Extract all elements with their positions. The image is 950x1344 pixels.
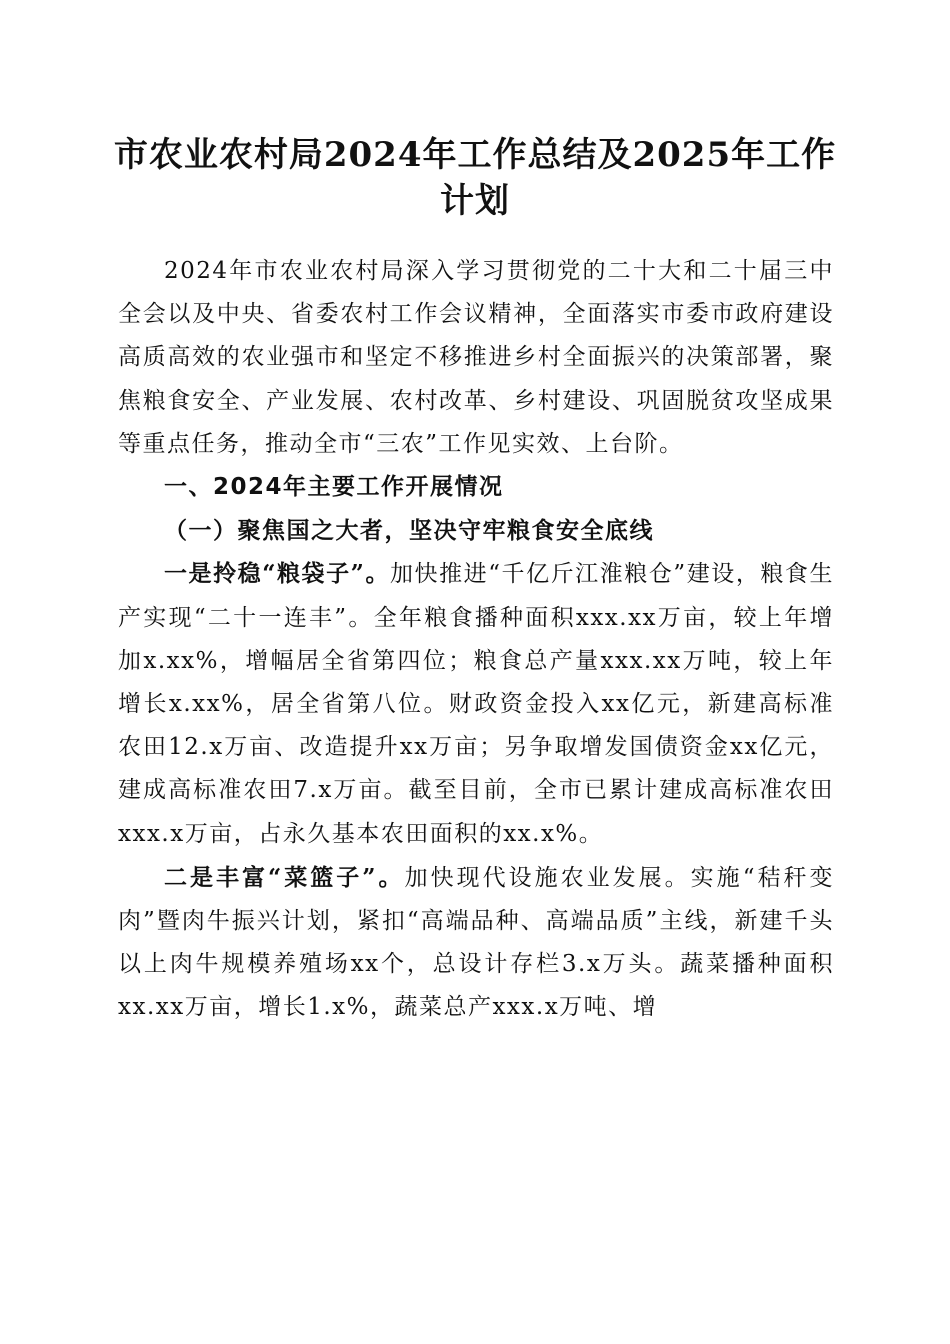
paragraph-text: 加快现代设施农业发展。实施“秸秆变肉”暨肉牛振兴计划，紧扣“高端品种、高端品质”主线，新建千头以上肉牛规模养殖场xx个，总设计存栏3.x万头。蔬菜播种面积xx.xx万亩，增长1.x%，蔬菜总产xxx.x万吨、增 <box>118 864 834 1021</box>
paragraph-grain <box>118 552 834 855</box>
intro-paragraph: 2024年市农业农村局深入学习贯彻党的二十大和二十届三中全会以及中央、省委农村工作会议精神，全面落实市委市政府建设高质高效的农业强市和坚定不移推进乡村全面振兴的决策部署，聚焦粮食安全、产业发展、农村改革、乡村建设、巩固脱贫攻坚成果等重点任务，推动全市“三农”工作见实效、上台阶。 <box>118 258 834 457</box>
subsection-heading: （一）聚焦国之大者，坚决守牢粮食安全底线 <box>164 517 654 545</box>
paragraph-vegetables <box>118 856 834 1030</box>
document-title: 市农业农村局2024年工作总结及2025年工作计划 <box>113 135 837 221</box>
paragraph-lead: 一是拎稳“粮袋子”。 <box>164 560 390 588</box>
document-body <box>118 250 834 1030</box>
paragraph-text: 加快推进“千亿斤江淮粮仓”建设，粮食生产实现“二十一连丰”。全年粮食播种面积xxx.xx万亩，较上年增加x.xx%，增幅居全省第四位；粮食总产量xxx.xx万吨，较上年增长x.xx%，居全省第八位。财政资金投入xx亿元，新建高标准农田12.x万亩、改造提升xx万亩；另争取增发国债资金xx亿元，建成高标准农田7.x万亩。截至目前，全市已累计建成高标准农田xxx.x万亩，占永久基本农田面积的xx.x%。 <box>118 561 834 847</box>
section-heading: 一、2024年主要工作开展情况 <box>164 474 504 501</box>
paragraph-lead: 二是丰富“菜篮子”。 <box>164 863 405 891</box>
